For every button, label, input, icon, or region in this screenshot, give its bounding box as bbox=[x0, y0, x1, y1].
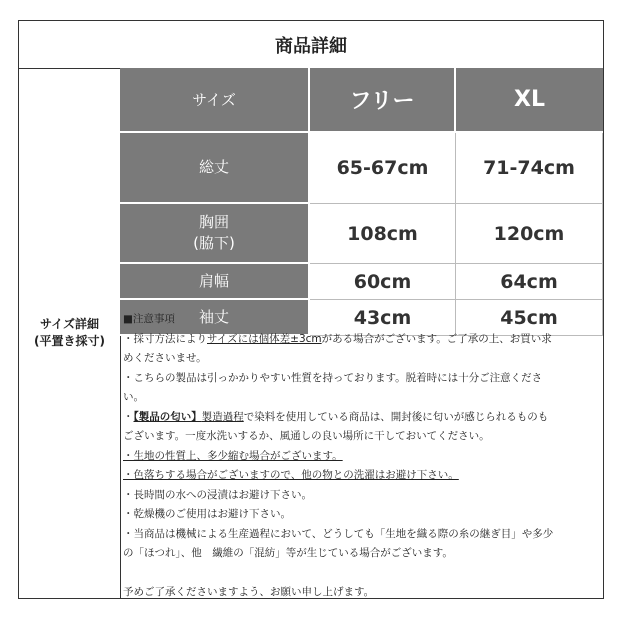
value-free: 108cm bbox=[310, 204, 456, 264]
notes-section bbox=[120, 310, 603, 597]
table-row bbox=[120, 264, 603, 300]
page-title: 商品詳細 bbox=[19, 21, 603, 69]
note-item-cont: の「ほつれ」、他 繊維の「混紡」等が生じている場合がございます。 bbox=[123, 547, 453, 559]
note-item: ・乾燥機のご使用はお避け下さい。 bbox=[123, 508, 291, 520]
value-xl: 71-74cm bbox=[456, 133, 603, 204]
value-free: 65-67cm bbox=[310, 133, 456, 204]
header-xl: XL bbox=[456, 68, 603, 133]
size-detail-label bbox=[19, 68, 121, 598]
note-item: ・色落ちする場合がございますので、他の物との洗濯はお避け下さい。 bbox=[123, 469, 459, 481]
note-item-cont: めくださいませ。 bbox=[123, 352, 207, 364]
note-item: ・長時間の水への浸漬はお避け下さい。 bbox=[123, 488, 312, 501]
value-xl: 120cm bbox=[456, 204, 603, 264]
note-item-cont: い。 bbox=[123, 391, 144, 403]
note-item: ・こちらの製品は引っかかりやすい性質を持っております。脱着時には十分ご注意くださ bbox=[123, 371, 543, 384]
table-row bbox=[120, 204, 603, 264]
size-detail-label-line2: (平置き採寸) bbox=[34, 334, 105, 348]
note-item: ・生地の性質上、多少縮む場合がございます。 bbox=[123, 449, 343, 462]
header-size-label: サイズ bbox=[120, 68, 310, 133]
row-label: 肩幅 bbox=[120, 264, 310, 300]
note-item: ・採寸方法によりサイズには個体差±3cmがある場合がございます。ご了承の上、お買い求 bbox=[123, 332, 552, 345]
size-table-header bbox=[120, 68, 603, 133]
product-detail-sheet bbox=[18, 20, 604, 599]
table-row bbox=[120, 133, 603, 204]
note-item-cont: ございます。一度水洗いするか、風通しの良い場所に干しておいてください。 bbox=[123, 430, 490, 442]
value-xl: 64cm bbox=[456, 264, 603, 300]
size-detail-label-line1: サイズ詳細 bbox=[39, 317, 100, 331]
notes-closing: 予めご了承くださいますよう、お願い申し上げます。 bbox=[123, 585, 375, 598]
row-label: 袖丈 bbox=[120, 300, 310, 336]
notes-heading: ■注意事項 bbox=[123, 313, 175, 325]
value-free: 60cm bbox=[310, 264, 456, 300]
value-xl: 45cm bbox=[456, 300, 603, 336]
row-label: 胸囲 (脇下) bbox=[120, 204, 310, 264]
note-item: ・当商品は機械による生産過程において、どうしても「生地を織る際の糸の継ぎ目」や多少 bbox=[123, 527, 554, 540]
value-free: 43cm bbox=[310, 300, 456, 336]
note-item: ・【製品の匂い】製造過程で染料を使用している商品は、開封後に匂いが感じられるものも bbox=[123, 410, 549, 423]
row-label: 総丈 bbox=[120, 133, 310, 204]
header-free: フリー bbox=[310, 68, 456, 133]
